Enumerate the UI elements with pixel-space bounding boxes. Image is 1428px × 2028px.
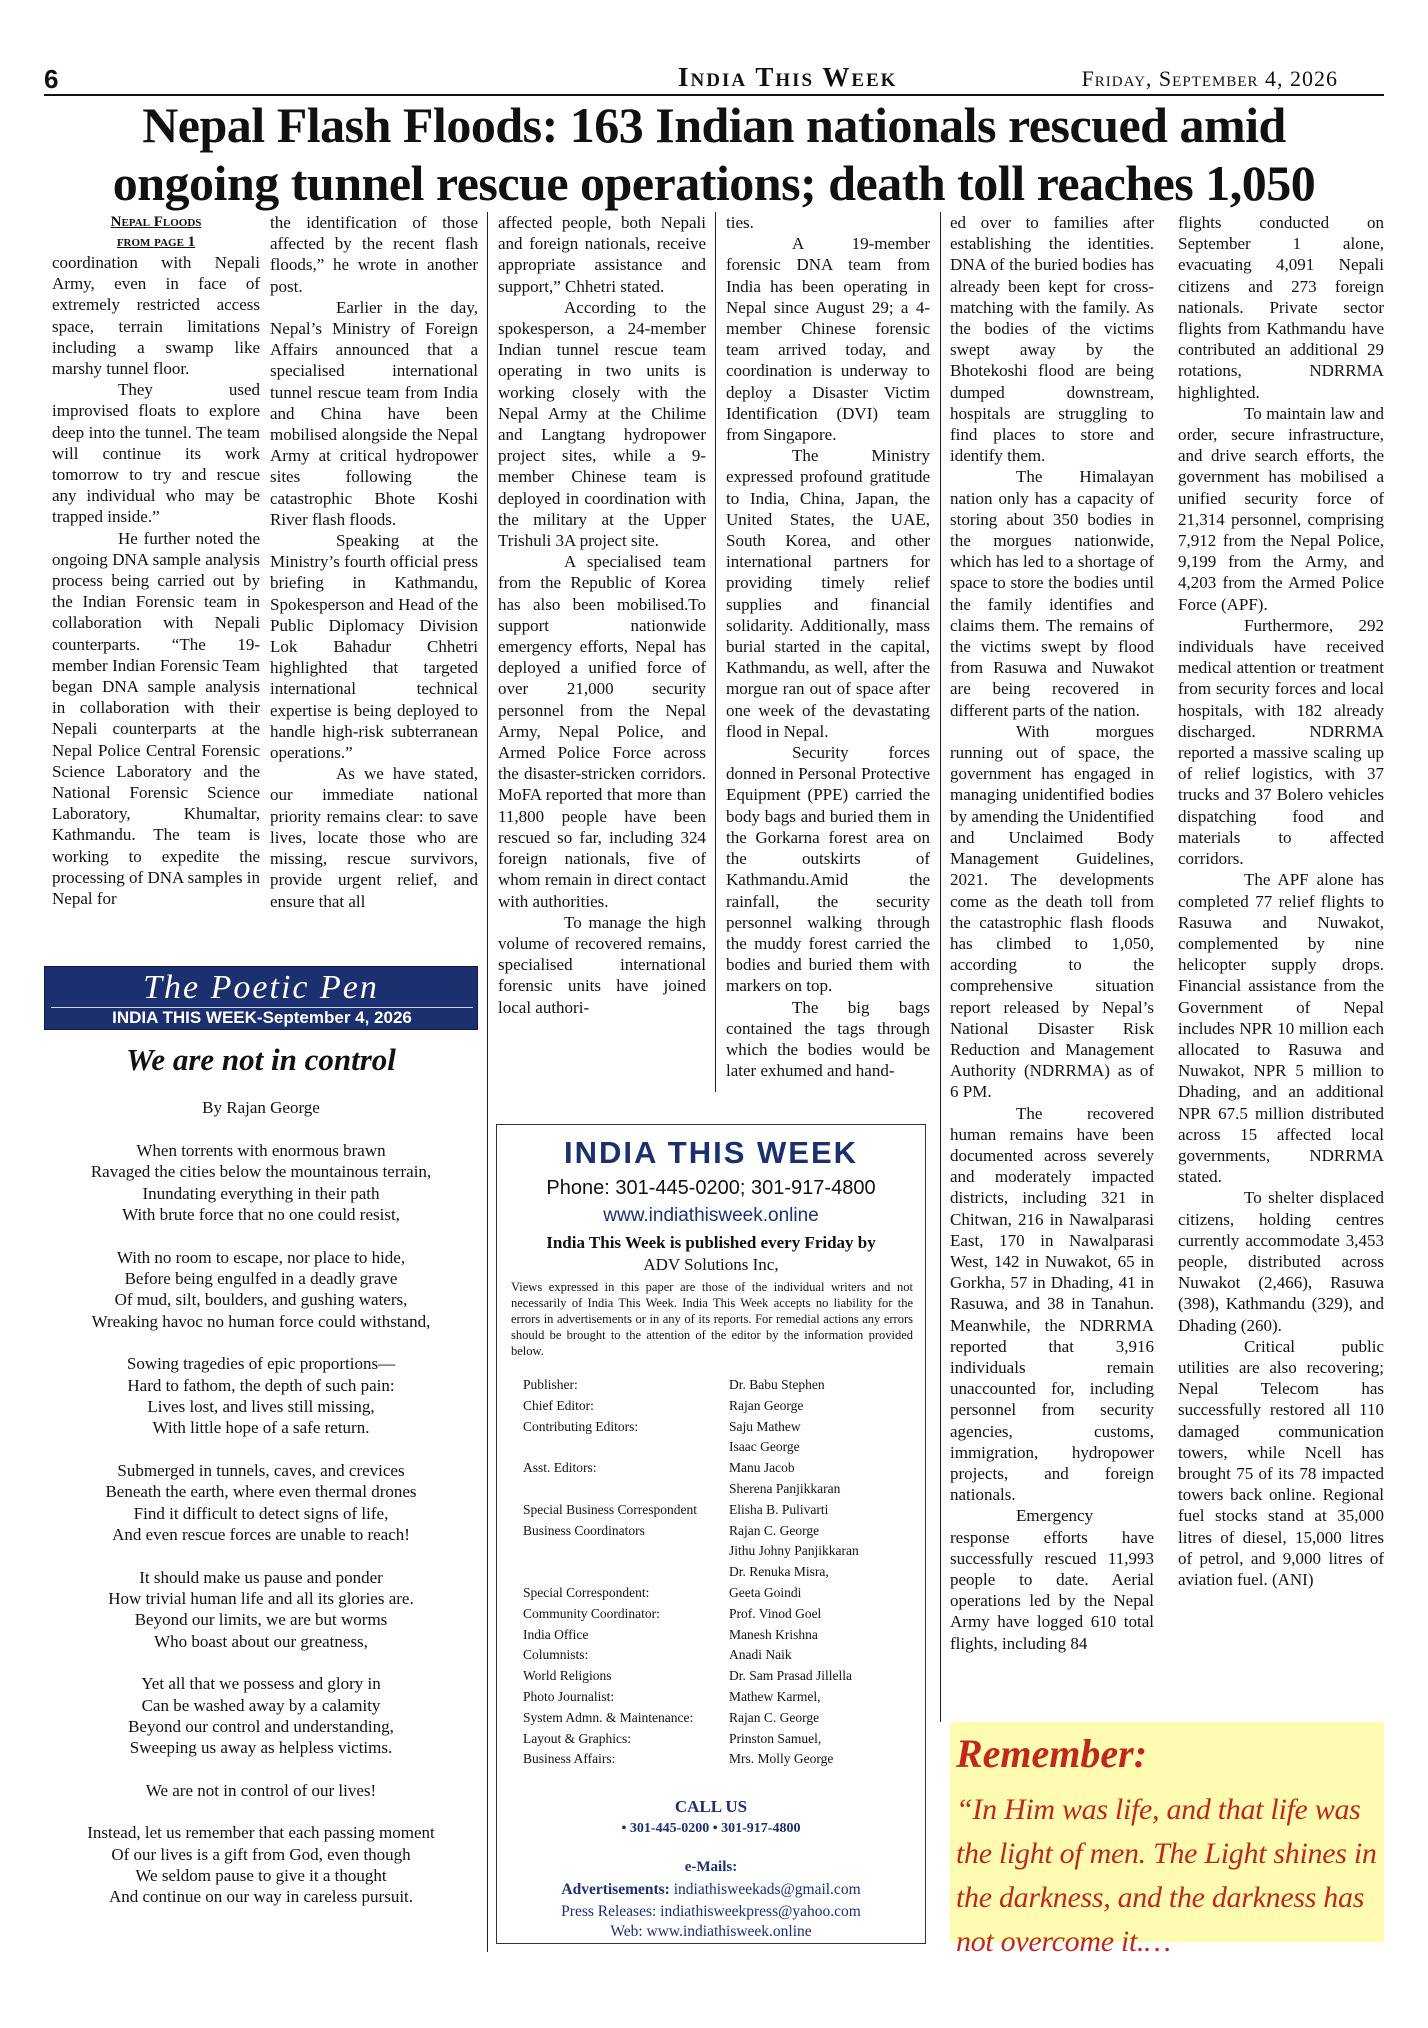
staff-role: World Religions — [523, 1668, 612, 1684]
staff-role: Chief Editor: — [523, 1397, 594, 1413]
article-column-6 — [1178, 212, 1384, 1590]
headline-line-2: ongoing tunnel rescue operations; death toll reaches 1,050 — [112, 155, 1316, 211]
paragraph: ties. — [726, 213, 754, 232]
paragraph: The big bags contained the tags through which the bodies would be later exhumed and hand- — [726, 997, 930, 1081]
column-rule — [940, 212, 941, 1722]
article-column-2 — [270, 212, 478, 912]
staff-row — [523, 1375, 913, 1396]
staff-name: Dr. Sam Prasad Jillella — [729, 1668, 852, 1684]
info-box-phone: Phone: 301-445-0200; 301-917-4800 — [546, 1177, 876, 1199]
staff-role: Columnists: — [523, 1647, 589, 1663]
staff-name: Rajan George — [729, 1397, 804, 1413]
paragraph: Emergency response efforts have successfully rescued 11,993 people to date. Aerial operations led by the Nepal Army have logged 610 total flights, including 84 — [950, 1506, 1154, 1653]
kicker-line-2: from page 1 — [116, 234, 196, 250]
poem-body — [44, 1140, 478, 1929]
staff-row — [523, 1562, 913, 1583]
staff-row — [523, 1437, 913, 1458]
poem-stanza: Instead, let us remember that each passing moment Of our lives is a gift from God, even though We seldom pause to give it a thought And continue on our way in careless pursuit. — [87, 1823, 435, 1907]
staff-name: Isaac George — [729, 1439, 800, 1455]
published-by: India This Week is published every Friday by — [546, 1233, 876, 1252]
column-rule — [715, 212, 716, 1092]
staff-name: Elisha B. Pulivarti — [729, 1501, 829, 1517]
staff-name: Mrs. Molly George — [729, 1751, 834, 1767]
staff-role: Layout & Graphics: — [523, 1730, 631, 1746]
staff-role — [523, 1437, 729, 1458]
staff-row — [523, 1541, 913, 1562]
staff-name: Saju Mathew — [729, 1418, 801, 1434]
remember-heading: Remember: — [956, 1731, 1148, 1776]
poem-stanza: We are not in control of our lives! — [145, 1780, 377, 1800]
staff-name: Rajan C. George — [729, 1709, 820, 1725]
paragraph: The APF alone has completed 77 relief flights to Rasuwa and Nuwakot, complemented by nine helicopter supply drops. Financial assistance from the Government of Nepal includes NPR 10 million each allocated to Rasuwa and Nuwakot, NPR 5 million to Dhading, and an additional NPR 67.5 million distributed across 15 affected local governments, NDRRMA stated. — [1178, 870, 1384, 1187]
paragraph: Security forces donned in Personal Protective Equipment (PPE) carried the body bags and buried them in the Gorkarna forest area on the outskirts of Kathmandu.Amid the rainfall, the security personnel walking through the muddy forest carried the bodies and buried them with markers on top. — [726, 743, 930, 996]
publication-info-box — [496, 1124, 926, 1944]
press-email-label: Press Releases: — [561, 1903, 657, 1920]
staff-row — [523, 1604, 913, 1625]
poetic-pen-title: The Poetic Pen — [143, 969, 379, 1006]
staff-row — [523, 1521, 913, 1542]
masthead: India This Week — [678, 62, 898, 92]
staff-row — [523, 1458, 913, 1479]
staff-row — [523, 1625, 913, 1646]
paragraph: To shelter displaced citizens, holding centres currently accommodate 3,453 people, distributed across Nuwakot (2,466), Rasuwa (398), Kathmandu (329), and Dhading (260). — [1178, 1188, 1384, 1335]
staff-name: Manu Jacob — [729, 1460, 795, 1476]
paragraph: coordination with Nepali Army, even in face of extremely restricted access space, terrain limitations including a swamp like marshy tunnel floor. — [52, 253, 260, 379]
staff-name: Dr. Renuka Misra, — [729, 1564, 829, 1580]
staff-name: Mathew Karmel, — [729, 1688, 821, 1704]
paragraph: Earlier in the day, Nepal’s Ministry of Foreign Affairs announced that a specialised international tunnel rescue team from India and China have been mobilised alongside the Nepal Army at critical hydropower sites following the catastrophic Bhote Koshi River flash floods. — [270, 297, 478, 529]
staff-role: Publisher: — [523, 1377, 578, 1392]
disclaimer: Views expressed in this paper are those of the individual writers and not necessarily of India This Week. India This Week accepts no liability for the errors in advertisements or in any of its reports. For remedial actions any errors should be brought to the attention of the editor by the information provided below. — [511, 1280, 913, 1358]
staff-role: System Admn. & Maintenance: — [523, 1709, 694, 1725]
paragraph: affected people, both Nepali and foreign nationals, receive appropriate assistance and support,” Chhetri stated. — [498, 213, 706, 296]
paragraph: The Himalayan nation only has a capacity of storing about 350 bodies in the morgues nationwide, which has led to a shortage of space to store the bodies until the family identifies and claims them. The remains of the victims swept by flood from Rasuwa and Nuwakot are being recovered in different parts of the nation. — [950, 467, 1154, 720]
article-column-5 — [950, 212, 1154, 1654]
paragraph: The Ministry expressed profound gratitude to India, China, Japan, the United States, the UAE, South Korea, and other international partners for providing timely relief supplies and financial solidarity. Additionally, mass burial started in the capital, Kathmandu, as well, after the morgue ran out of space after one week of the devastating flood in Nepal. — [726, 446, 930, 741]
staff-row — [523, 1583, 913, 1604]
poem-stanza: Sowing tragedies of epic proportions— Hard to fathom, the depth of such pain: Lives lost, and lives still missing, With little hope of a safe return. — [126, 1354, 396, 1438]
column-rule — [487, 212, 488, 1952]
staff-role — [523, 1479, 729, 1500]
remember-box — [950, 1722, 1384, 1958]
paragraph: With morgues running out of space, the government has engaged in managing unidentified bodies by amending the Unidentified and Unclaimed Body Management Guidelines, 2021. The developments come as the death toll from the catastrophic flash floods has climbed to 1,050, according to the comprehensive situation report released by Nepal’s National Disaster Risk Reduction and Management Authority (NDRRMA) as of 6 PM. — [950, 721, 1154, 1102]
staff-role: Business Affairs: — [523, 1751, 616, 1767]
ads-email-line — [497, 1881, 925, 1899]
staff-role — [523, 1541, 729, 1562]
press-email-line — [497, 1903, 925, 1921]
headline — [44, 96, 1384, 212]
paragraph: A 19-member forensic DNA team from India has been operating in Nepal since August 29; a 4-member Chinese forensic team arrived today, and coordination is underway to deploy a Disaster Victim Identification (DVI) team from Singapore. — [726, 234, 930, 445]
poetic-pen-subtitle: INDIA THIS WEEK-September 4, 2026 — [51, 1007, 473, 1028]
call-us-heading: CALL US — [674, 1797, 748, 1816]
remember-quote: “In Him was life, and that life was the light of men. The Light shines in the darkness, and the darkness has not overcome it.… — [956, 1793, 1377, 1958]
staff-role: Community Coordinator: — [523, 1605, 660, 1621]
staff-row — [523, 1417, 913, 1438]
paragraph: The recovered human remains have been documented across severely and moderately impacted districts, including 321 in Chitwan, 216 in Nawalparasi East, 170 in Nawalparasi West, 142 in Nuwakot, 65 in Gorkha, 57 in Dhading, 41 in Rasuwa, and 38 in Tanahun. Meanwhile, the NDRRMA reported that 3,916 individuals remain unaccounted for, including personnel from security agencies, customs, immigration, hydropower projects, and foreign nationals. — [950, 1103, 1154, 1505]
info-box-title: INDIA THIS WEEK — [563, 1135, 859, 1170]
paragraph: the identification of those affected by the recent flash floods,” he wrote in another post. — [270, 213, 478, 296]
staff-row — [523, 1666, 913, 1687]
staff-row — [523, 1396, 913, 1417]
staff-role: India Office — [523, 1626, 589, 1642]
paragraph: To manage the high volume of recovered remains, specialised international forensic units have joined local authori- — [498, 912, 706, 1017]
paragraph: As we have stated, our immediate national priority remains clear: to save lives, locate those who are missing, rescue survivors, provide urgent relief, and ensure that all — [270, 764, 478, 911]
publisher-company: ADV Solutions Inc, — [643, 1255, 779, 1274]
staff-role: Asst. Editors: — [523, 1460, 597, 1476]
paragraph: They used improvised floats to explore deep into the tunnel. The team will continue its work tomorrow to try and rescue any individual who may be trapped inside.” — [52, 380, 260, 527]
staff-name: Anadi Naik — [729, 1647, 792, 1663]
staff-role: Special Correspondent: — [523, 1584, 650, 1600]
staff-role: Photo Journalist: — [523, 1688, 615, 1704]
poem-title: We are not in control — [126, 1042, 396, 1077]
staff-role: Special Business Correspondent — [523, 1501, 697, 1517]
paragraph: To maintain law and order, secure infrastructure, and drive search efforts, the government has mobilised a unified security force of 21,314 personnel, comprising 7,912 from the Nepal Police, 9,199 from the Army, and 4,203 from the Armed Police Force (APF). — [1178, 403, 1384, 614]
staff-name: Geeta Goindi — [729, 1584, 802, 1600]
staff-row — [523, 1687, 913, 1708]
staff-row — [523, 1645, 913, 1666]
staff-row — [523, 1479, 913, 1500]
staff-role — [523, 1562, 729, 1583]
staff-name: Dr. Babu Stephen — [729, 1377, 825, 1392]
staff-name: Sherena Panjikkaran — [729, 1480, 841, 1496]
paragraph: Critical public utilities are also recovering; Nepal Telecom has successfully restored all 110 damaged communication towers, while Ncell has brought 75 of its 78 impacted towers back online. Regional fuel stocks stand at 35,000 litres of diesel, 15,000 litres of petrol, and 9,000 litres of aviation fuel. (ANI) — [1178, 1336, 1384, 1589]
article-column-1 — [52, 212, 260, 909]
paragraph: Speaking at the Ministry’s fourth official press briefing in Kathmandu, Spokesperson and Head of the Public Diplomacy Division Lok Bahadur Chhetri highlighted that targeted international technical expertise is being deployed to handle high-risk subterranean operations.” — [270, 531, 478, 763]
poem-author: By Rajan George — [202, 1098, 320, 1117]
poem-stanza: Submerged in tunnels, caves, and crevices Beneath the earth, where even thermal drones Find it difficult to detect signs of life, And even rescue forces are unable to reach! — [105, 1460, 417, 1545]
paragraph: According to the spokesperson, a 24-member Indian tunnel rescue team operating in two units is working closely with the Nepal Army at the Chilime and Langtang hydropower project sites, while a 9-member Chinese team is deployed in coordination with the military at the Upper Trishuli 3A project site. — [498, 297, 706, 551]
staff-list — [523, 1375, 913, 1770]
press-email-link[interactable]: indiathisweekpress@yahoo.com — [660, 1903, 861, 1920]
staff-name: Rajan C. George — [729, 1522, 820, 1538]
article-column-3 — [498, 212, 706, 1102]
info-box-website[interactable]: www.indiathisweek.online — [603, 1205, 819, 1226]
call-us-numbers: • 301-445-0200 • 301-917-4800 — [621, 1821, 801, 1836]
emails-heading: e-Mails: — [684, 1859, 738, 1875]
page-number: 6 — [44, 64, 59, 94]
publication-date: Friday, September 4, 2026 — [1081, 66, 1338, 91]
web-label: Web: — [610, 1923, 643, 1940]
paragraph: He further noted the ongoing DNA sample analysis process being carried out by the Indian Forensic team in collaboration with Nepali counterparts. “The 19-member Indian Forensic Team began DNA sample analysis in collaboration with their Nepali counterparts at the Nepal Police Central Forensic Science Laboratory and the National Forensic Science Laboratory, Khumaltar, Kathmandu. The team is working to expedite the processing of DNA samples in Nepal for — [52, 528, 260, 909]
staff-row — [523, 1500, 913, 1521]
staff-name: Jithu Johny Panjikkaran — [729, 1543, 859, 1559]
paragraph: A specialised team from the Republic of Korea has also been mobilised.To support nationwide emergency efforts, Nepal has deployed a unified force of over 21,000 security personnel from the Nepal Army, Nepal Police, and Armed Police Force across the disaster-stricken corridors. MoFA reported that more than 11,800 people have been rescued so far, including 324 foreign nationals, five of whom remain in direct contact with authorities. — [498, 552, 706, 911]
staff-row — [523, 1729, 913, 1750]
poem-stanza: Yet all that we possess and glory in Can be washed away by a calamity Beyond our control and understanding, Sweeping us away as helpless victims. — [128, 1674, 394, 1758]
ads-email-link[interactable]: indiathisweekads@gmail.com — [673, 1881, 861, 1898]
poem-stanza: With no room to escape, nor place to hide, Before being engulfed in a deadly grave Of mud, silt, boulders, and gushing waters, Wreaking havoc no human force could withstand, — [91, 1247, 431, 1331]
staff-role: Contributing Editors: — [523, 1418, 639, 1434]
poem-stanza: It should make us pause and ponder How trivial human life and all its glories are. Beyond our limits, we are but worms Who boast about our greatness, — [108, 1567, 414, 1651]
paragraph: ed over to families after establishing the identities. DNA of the buried bodies has already been kept for cross-matching with the family. As the bodies of the victims swept away by the Bhotekoshi flood are being dumped downstream, hospitals are struggling to find places to store and identify them. — [950, 213, 1154, 466]
poem-stanza: When torrents with enormous brawn Ravaged the cities below the mountainous terrain, Inundating everything in their path With brute force that no one could resist, — [90, 1141, 432, 1225]
staff-name: Prinston Samuel, — [729, 1730, 822, 1746]
staff-role: Business Coordinators — [523, 1522, 645, 1538]
staff-name: Prof. Vinod Goel — [729, 1605, 822, 1621]
kicker-line-1: Nepal Floods — [110, 214, 202, 230]
paragraph: flights conducted on September 1 alone, evacuating 4,091 Nepali citizens and 273 foreign nationals. Private sector flights from Kathmandu have contributed an additional 29 rotations, NDRRMA highlighted. — [1178, 213, 1384, 402]
staff-name: Manesh Krishna — [729, 1626, 818, 1642]
ads-email-label: Advertisements: — [561, 1881, 670, 1898]
staff-row — [523, 1708, 913, 1729]
poetic-pen-banner — [44, 966, 478, 1030]
headline-line-1: Nepal Flash Floods: 163 Indian nationals rescued amid — [142, 97, 1286, 153]
web-line — [497, 1923, 925, 1941]
article-column-4 — [726, 212, 930, 1102]
staff-row — [523, 1749, 913, 1770]
paragraph: Furthermore, 292 individuals have received medical attention or treatment from security forces and local hospitals, with 182 already discharged. NDRRMA reported a massive scaling up of relief logistics, with 37 trucks and 37 Bolero vehicles dispatching food and materials to affected corridors. — [1178, 615, 1384, 869]
web-link[interactable]: www.indiathisweek.online — [646, 1923, 812, 1940]
